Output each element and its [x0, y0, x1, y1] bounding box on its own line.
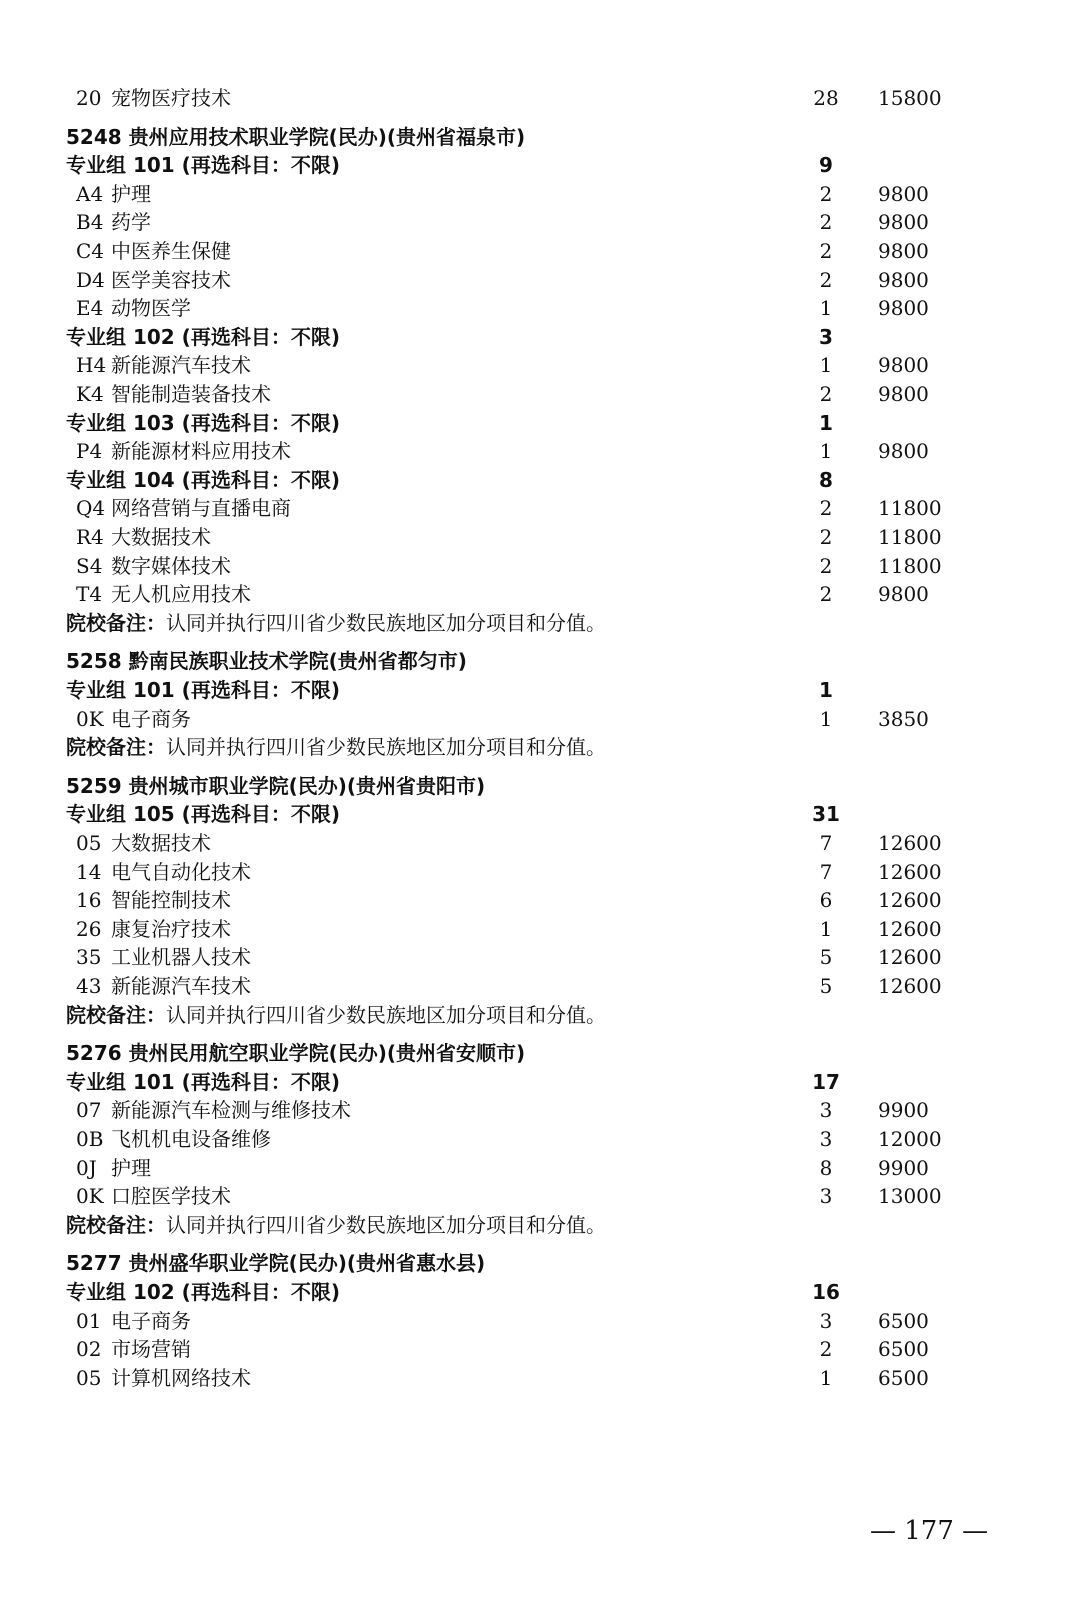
note-content: 认同并执行四川省少数民族地区加分项目和分值。 — [166, 611, 606, 635]
major-row — [0, 886, 1080, 915]
major-row — [0, 266, 1080, 295]
school-name: 5277 贵州盛华职业学院(民办)(贵州省惠水县) — [66, 1251, 486, 1275]
major-tuition: 6500 — [878, 1366, 929, 1390]
major-row — [0, 380, 1080, 409]
note-text — [66, 1001, 606, 1030]
major-plan-count: 5 — [819, 945, 833, 969]
major-tuition: 12000 — [878, 1127, 942, 1151]
major-name: 大数据技术 — [111, 831, 211, 855]
major-name: 无人机应用技术 — [111, 582, 251, 606]
major-row — [0, 1154, 1080, 1183]
major-tuition: 12600 — [878, 888, 942, 912]
major-tuition: 6500 — [878, 1337, 929, 1361]
group-label: 专业组 104 (再选科目：不限) — [66, 468, 340, 492]
major-row — [0, 1182, 1080, 1211]
major-plan-count: 2 — [819, 554, 833, 578]
major-row — [0, 1335, 1080, 1364]
major-name: 市场营销 — [111, 1337, 191, 1361]
major-plan-count: 1 — [819, 707, 833, 731]
major-plan-count: 2 — [819, 525, 833, 549]
major-plan-count: 6 — [819, 888, 833, 912]
school-note — [0, 733, 1080, 762]
major-tuition: 12600 — [878, 860, 942, 884]
major-code: 01 — [76, 1309, 102, 1333]
major-code: C4 — [76, 239, 105, 263]
major-plan-count: 1 — [819, 353, 833, 377]
major-code: 02 — [76, 1337, 102, 1361]
major-tuition: 15800 — [878, 86, 942, 110]
major-plan-count: 3 — [819, 1309, 833, 1333]
page-number: — 177 — — [870, 1516, 989, 1546]
major-plan-count: 1 — [819, 296, 833, 320]
major-tuition: 9800 — [878, 182, 929, 206]
major-name: 护理 — [111, 182, 151, 206]
major-plan-count: 2 — [819, 268, 833, 292]
major-name: 中医养生保健 — [111, 239, 231, 263]
major-row — [0, 972, 1080, 1001]
major-row — [0, 294, 1080, 323]
major-row — [0, 351, 1080, 380]
note-content: 认同并执行四川省少数民族地区加分项目和分值。 — [166, 1213, 606, 1237]
major-row — [0, 580, 1080, 609]
major-name: 大数据技术 — [111, 525, 211, 549]
major-name: 新能源材料应用技术 — [111, 439, 291, 463]
major-tuition: 13000 — [878, 1184, 942, 1208]
group-label: 专业组 101 (再选科目：不限) — [66, 153, 340, 177]
major-tuition: 12600 — [878, 974, 942, 998]
major-code: 0B — [76, 1127, 104, 1151]
major-row — [0, 829, 1080, 858]
major-group-row — [0, 676, 1080, 705]
major-name: 电子商务 — [111, 707, 191, 731]
major-tuition: 9800 — [878, 210, 929, 234]
group-label: 专业组 103 (再选科目：不限) — [66, 411, 340, 435]
major-tuition: 11800 — [878, 525, 942, 549]
major-tuition: 12600 — [878, 917, 942, 941]
major-row — [0, 1096, 1080, 1125]
major-group-row — [0, 323, 1080, 352]
note-label: 院校备注： — [66, 735, 166, 759]
major-name: 智能制造装备技术 — [111, 382, 271, 406]
major-name: 新能源汽车技术 — [111, 353, 251, 377]
major-tuition: 3850 — [878, 707, 929, 731]
major-row — [0, 523, 1080, 552]
major-row — [0, 437, 1080, 466]
major-tuition: 9800 — [878, 296, 929, 320]
note-text — [66, 1211, 606, 1240]
major-row — [0, 1364, 1080, 1393]
major-tuition: 9800 — [878, 353, 929, 377]
note-label: 院校备注： — [66, 611, 166, 635]
major-name: 数字媒体技术 — [111, 554, 231, 578]
major-tuition: 9800 — [878, 439, 929, 463]
note-label: 院校备注： — [66, 1213, 166, 1237]
major-plan-count: 2 — [819, 582, 833, 606]
major-tuition: 12600 — [878, 945, 942, 969]
major-code: 0K — [76, 707, 104, 731]
major-plan-count: 2 — [819, 239, 833, 263]
note-text — [66, 733, 606, 762]
major-code: 0K — [76, 1184, 104, 1208]
group-total: 16 — [812, 1280, 840, 1304]
school-note — [0, 1211, 1080, 1240]
major-code: D4 — [76, 268, 105, 292]
major-name: 康复治疗技术 — [111, 917, 231, 941]
major-plan-count: 1 — [819, 1366, 833, 1390]
school-note — [0, 609, 1080, 638]
major-code: P4 — [76, 439, 103, 463]
group-total: 31 — [812, 802, 840, 826]
major-name: 工业机器人技术 — [111, 945, 251, 969]
major-tuition: 11800 — [878, 496, 942, 520]
major-name: 网络营销与直播电商 — [111, 496, 291, 520]
major-plan-count: 8 — [819, 1156, 833, 1180]
major-code: 05 — [76, 1366, 102, 1390]
major-group-row — [0, 151, 1080, 180]
major-row — [0, 208, 1080, 237]
major-row — [0, 552, 1080, 581]
major-code: S4 — [76, 554, 103, 578]
major-row — [0, 915, 1080, 944]
major-group-row — [0, 1068, 1080, 1097]
major-row — [0, 943, 1080, 972]
major-row — [0, 858, 1080, 887]
major-plan-count: 7 — [819, 831, 833, 855]
major-code: Q4 — [76, 496, 106, 520]
major-code: E4 — [76, 296, 104, 320]
group-label: 专业组 101 (再选科目：不限) — [66, 678, 340, 702]
major-name: 计算机网络技术 — [111, 1366, 251, 1390]
major-code: T4 — [76, 582, 103, 606]
major-code: 05 — [76, 831, 102, 855]
major-name: 电子商务 — [111, 1309, 191, 1333]
major-code: 20 — [76, 86, 102, 110]
major-code: 26 — [76, 917, 102, 941]
major-row — [0, 84, 1080, 113]
major-name: 医学美容技术 — [111, 268, 231, 292]
major-plan-count: 3 — [819, 1184, 833, 1208]
group-total: 1 — [819, 411, 833, 435]
school-heading — [0, 123, 1080, 152]
group-total: 17 — [812, 1070, 840, 1094]
major-plan-count: 2 — [819, 210, 833, 234]
major-plan-count: 2 — [819, 382, 833, 406]
major-code: 0J — [76, 1156, 97, 1180]
major-code: 35 — [76, 945, 102, 969]
major-name: 智能控制技术 — [111, 888, 231, 912]
note-label: 院校备注： — [66, 1003, 166, 1027]
major-group-row — [0, 409, 1080, 438]
major-tuition: 9800 — [878, 239, 929, 263]
major-code: H4 — [76, 353, 107, 377]
school-note — [0, 1001, 1080, 1030]
major-plan-count: 2 — [819, 182, 833, 206]
major-tuition: 11800 — [878, 554, 942, 578]
major-plan-count: 2 — [819, 1337, 833, 1361]
note-content: 认同并执行四川省少数民族地区加分项目和分值。 — [166, 1003, 606, 1027]
major-code: A4 — [76, 182, 104, 206]
group-total: 1 — [819, 678, 833, 702]
major-tuition: 9900 — [878, 1098, 929, 1122]
note-text — [66, 609, 606, 638]
major-row — [0, 1125, 1080, 1154]
major-name: 动物医学 — [111, 296, 191, 320]
major-row — [0, 180, 1080, 209]
major-tuition: 9900 — [878, 1156, 929, 1180]
major-plan-count: 3 — [819, 1127, 833, 1151]
group-label: 专业组 102 (再选科目：不限) — [66, 1280, 340, 1304]
major-tuition: 6500 — [878, 1309, 929, 1333]
major-code: B4 — [76, 210, 104, 234]
major-row — [0, 494, 1080, 523]
major-code: R4 — [76, 525, 104, 549]
school-name: 5258 黔南民族职业技术学院(贵州省都匀市) — [66, 649, 467, 673]
group-label: 专业组 105 (再选科目：不限) — [66, 802, 340, 826]
group-label: 专业组 102 (再选科目：不限) — [66, 325, 340, 349]
major-name: 宠物医疗技术 — [111, 86, 231, 110]
major-plan-count: 2 — [819, 496, 833, 520]
major-tuition: 9800 — [878, 582, 929, 606]
school-name: 5259 贵州城市职业学院(民办)(贵州省贵阳市) — [66, 774, 486, 798]
major-name: 飞机机电设备维修 — [111, 1127, 271, 1151]
major-code: K4 — [76, 382, 104, 406]
major-name: 口腔医学技术 — [111, 1184, 231, 1208]
school-name: 5248 贵州应用技术职业学院(民办)(贵州省福泉市) — [66, 125, 526, 149]
major-code: 14 — [76, 860, 102, 884]
major-group-row — [0, 800, 1080, 829]
major-code: 07 — [76, 1098, 102, 1122]
group-total: 3 — [819, 325, 833, 349]
major-name: 药学 — [111, 210, 151, 234]
note-content: 认同并执行四川省少数民族地区加分项目和分值。 — [166, 735, 606, 759]
major-group-row — [0, 1278, 1080, 1307]
major-name: 护理 — [111, 1156, 151, 1180]
group-label: 专业组 101 (再选科目：不限) — [66, 1070, 340, 1094]
major-plan-count: 3 — [819, 1098, 833, 1122]
major-code: 43 — [76, 974, 102, 998]
major-name: 新能源汽车检测与维修技术 — [111, 1098, 351, 1122]
major-row — [0, 237, 1080, 266]
school-heading — [0, 1249, 1080, 1278]
major-tuition: 9800 — [878, 382, 929, 406]
group-total: 8 — [819, 468, 833, 492]
major-name: 电气自动化技术 — [111, 860, 251, 884]
major-plan-count: 5 — [819, 974, 833, 998]
major-name: 新能源汽车技术 — [111, 974, 251, 998]
major-tuition: 12600 — [878, 831, 942, 855]
school-heading — [0, 1039, 1080, 1068]
school-heading — [0, 772, 1080, 801]
school-heading — [0, 647, 1080, 676]
major-row — [0, 705, 1080, 734]
major-code: 16 — [76, 888, 102, 912]
major-group-row — [0, 466, 1080, 495]
major-plan-count: 28 — [813, 86, 839, 110]
school-name: 5276 贵州民用航空职业学院(民办)(贵州省安顺市) — [66, 1041, 526, 1065]
major-plan-count: 1 — [819, 917, 833, 941]
major-plan-count: 1 — [819, 439, 833, 463]
group-total: 9 — [819, 153, 833, 177]
major-tuition: 9800 — [878, 268, 929, 292]
major-row — [0, 1307, 1080, 1336]
major-plan-count: 7 — [819, 860, 833, 884]
